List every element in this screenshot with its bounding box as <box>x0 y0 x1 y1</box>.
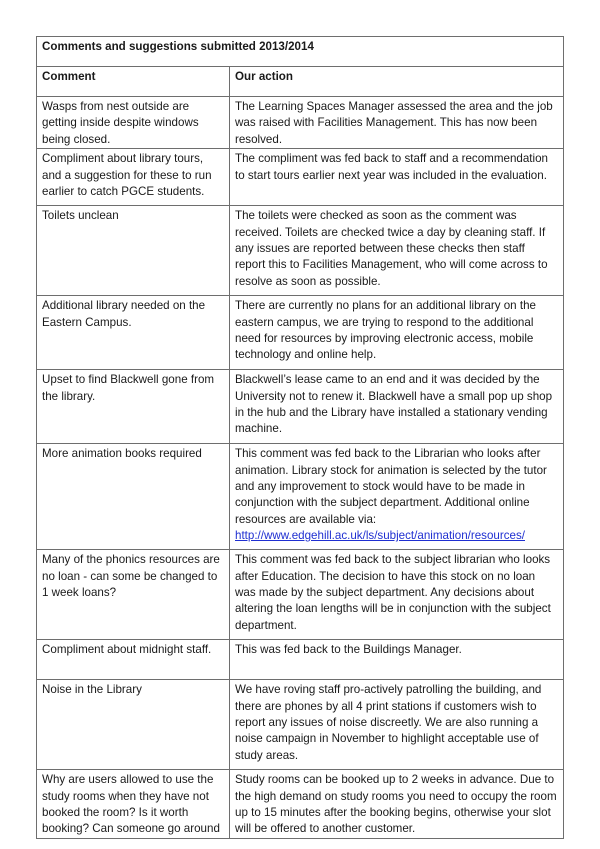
action-cell <box>230 444 564 550</box>
document-page <box>36 36 563 839</box>
animation-resources-link[interactable]: http://www.edgehill.ac.uk/ls/subject/animation/resources/ <box>235 529 525 543</box>
action-cell: The Learning Spaces Manager assessed the area and the job was raised with Facilities Management. This has now been resolved. <box>230 97 564 149</box>
column-header-comment: Comment <box>37 67 230 97</box>
table-row <box>37 149 564 206</box>
comment-cell: Noise in the Library <box>37 680 230 770</box>
table-row <box>37 97 564 149</box>
table-row <box>37 550 564 640</box>
table-row <box>37 296 564 370</box>
comment-cell: Compliment about midnight staff. <box>37 640 230 680</box>
table-row <box>37 206 564 296</box>
column-header-action: Our action <box>230 67 564 97</box>
comment-cell: Toilets unclean <box>37 206 230 296</box>
table-row <box>37 370 564 444</box>
action-cell: This comment was fed back to the subject librarian who looks after Education. The decision to have this stock on no loan was made by the subject department. Any decisions about altering the loan lengths will be in conjunction with the subject department. <box>230 550 564 640</box>
table-header-row <box>37 67 564 97</box>
table-title: Comments and suggestions submitted 2013/2014 <box>37 37 564 67</box>
table-row <box>37 680 564 770</box>
comment-cell: Many of the phonics resources are no loan - can some be changed to 1 week loans? <box>37 550 230 640</box>
comment-cell: Additional library needed on the Eastern Campus. <box>37 296 230 370</box>
comment-cell: More animation books required <box>37 444 230 550</box>
comment-cell: Compliment about library tours, and a suggestion for these to run earlier to catch PGCE students. <box>37 149 230 206</box>
table-title-row <box>37 37 564 67</box>
comments-table <box>36 36 564 839</box>
action-cell: Study rooms can be booked up to 2 weeks in advance. Due to the high demand on study rooms you need to occupy the room up to 15 minutes after the booking begins, otherwise your slot will be offered to another customer. <box>230 770 564 839</box>
action-cell: Blackwell’s lease came to an end and it was decided by the University not to renew it. Blackwell have a small pop up shop in the hub and the Library have installed a stationary vending machine. <box>230 370 564 444</box>
table-row <box>37 770 564 839</box>
table-row <box>37 444 564 550</box>
action-cell: There are currently no plans for an additional library on the eastern campus, we are trying to respond to the additional need for resources by improving electronic access, mobile technology and online help. <box>230 296 564 370</box>
action-cell: The toilets were checked as soon as the comment was received. Toilets are checked twice a day by cleaning staff. If any issues are reported between these checks then staff report this to Facilities Management, who will come across to resolve as soon as possible. <box>230 206 564 296</box>
comment-cell: Wasps from nest outside are getting inside despite windows being closed. <box>37 97 230 149</box>
comment-cell: Upset to find Blackwell gone from the library. <box>37 370 230 444</box>
action-text: This comment was fed back to the Librarian who looks after animation. Library stock for animation is selected by the tutor and any improvement to stock would have to be made in conjunction with the subject department. Additional online resources are available via: <box>235 447 547 526</box>
action-cell: This was fed back to the Buildings Manager. <box>230 640 564 680</box>
action-cell: We have roving staff pro-actively patrolling the building, and there are phones by all 4 print stations if customers wish to report any issues of noise discreetly. We are also running a noise campaign in November to highlight acceptable use of study areas. <box>230 680 564 770</box>
comment-cell: Why are users allowed to use the study rooms when they have not booked the room? Is it worth booking? Can someone go around <box>37 770 230 839</box>
action-cell: The compliment was fed back to staff and a recommendation to start tours earlier next year was included in the evaluation. <box>230 149 564 206</box>
table-row <box>37 640 564 680</box>
